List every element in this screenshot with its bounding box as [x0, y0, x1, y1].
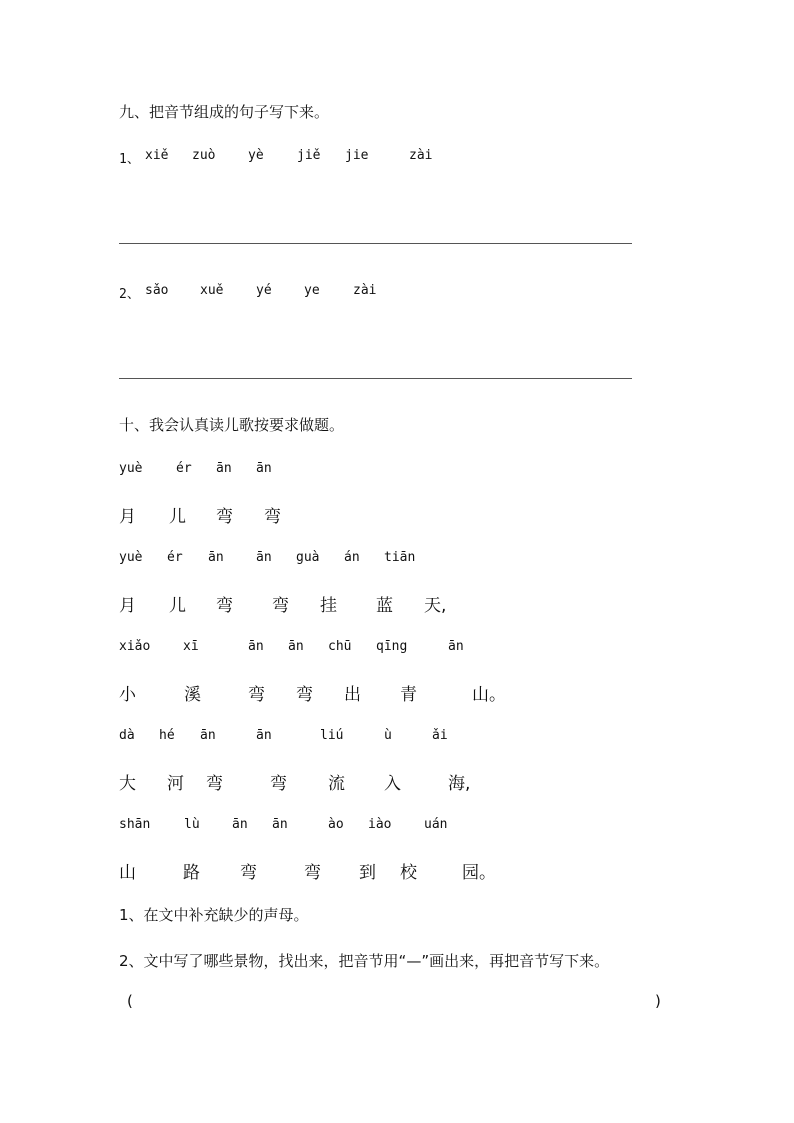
pinyin-syllable: ān: [248, 639, 264, 654]
q2-syllable: ye: [304, 283, 320, 298]
q1-syllable: zài: [409, 148, 433, 163]
pinyin-syllable: ān: [256, 550, 272, 565]
pinyin-syllable: ào: [328, 817, 344, 832]
q2-answer-line[interactable]: [119, 378, 632, 379]
hanzi-char: 挂: [320, 596, 337, 616]
pinyin-syllable: xiǎo: [119, 639, 151, 654]
close-paren: ): [655, 992, 661, 1010]
hanzi-char: 蓝: [376, 596, 393, 616]
pinyin-syllable: hé: [159, 728, 175, 743]
hanzi-char: 青: [400, 685, 417, 705]
hanzi-char: 弯: [216, 507, 233, 527]
hanzi-char: 园。: [462, 863, 496, 883]
pinyin-syllable: dà: [119, 728, 135, 743]
task-2: 2、文中写了哪些景物，找出来，把音节用“—”画出来，再把音节写下来。: [119, 952, 610, 970]
hanzi-char: 弯: [304, 863, 321, 883]
q1-syllable: xiě: [145, 148, 169, 163]
pinyin-syllable: yuè: [119, 550, 143, 565]
hanzi-char: 弯: [240, 863, 257, 883]
hanzi-char: 天,: [424, 596, 447, 616]
q1-syllable: jiě: [297, 148, 321, 163]
pinyin-syllable: ù: [384, 728, 392, 743]
pinyin-syllable: iào: [368, 817, 392, 832]
hanzi-char: 山: [119, 863, 136, 883]
section10-heading: 十、我会认真读儿歌按要求做题。: [119, 416, 345, 434]
hanzi-char: 校: [400, 863, 417, 883]
pinyin-syllable: án: [344, 550, 360, 565]
hanzi-char: 弯: [264, 507, 281, 527]
hanzi-char: 弯: [270, 774, 287, 794]
q2-syllable: yé: [256, 283, 272, 298]
pinyin-syllable: ān: [200, 728, 216, 743]
hanzi-char: 路: [183, 863, 200, 883]
hanzi-char: 月: [119, 507, 136, 527]
pinyin-syllable: ān: [216, 461, 232, 476]
hanzi-char: 弯: [206, 774, 223, 794]
pinyin-syllable: shān: [119, 817, 151, 832]
pinyin-syllable: ān: [448, 639, 464, 654]
q1-syllable: jie: [345, 148, 369, 163]
q2-syllable: xuě: [200, 283, 224, 298]
pinyin-syllable: ān: [288, 639, 304, 654]
pinyin-syllable: tiān: [384, 550, 416, 565]
hanzi-char: 儿: [169, 596, 186, 616]
pinyin-syllable: ér: [176, 461, 192, 476]
open-paren: (: [127, 992, 133, 1010]
pinyin-syllable: chū: [328, 639, 352, 654]
hanzi-char: 弯: [296, 685, 313, 705]
pinyin-syllable: uán: [424, 817, 448, 832]
pinyin-syllable: guà: [296, 550, 320, 565]
hanzi-char: 月: [119, 596, 136, 616]
pinyin-syllable: ān: [256, 461, 272, 476]
hanzi-char: 入: [384, 774, 401, 794]
hanzi-char: 儿: [169, 507, 186, 527]
pinyin-syllable: ǎi: [432, 728, 448, 743]
section9-heading: 九、把音节组成的句子写下来。: [119, 103, 330, 121]
pinyin-syllable: lù: [184, 817, 200, 832]
task-1: 1、在文中补充缺少的声母。: [119, 906, 309, 924]
q1-number: 1、: [119, 152, 140, 167]
pinyin-syllable: liú: [320, 728, 344, 743]
pinyin-syllable: xī: [183, 639, 199, 654]
hanzi-char: 河: [167, 774, 184, 794]
pinyin-syllable: yuè: [119, 461, 143, 476]
hanzi-char: 大: [119, 774, 136, 794]
q1-syllable: yè: [248, 148, 264, 163]
pinyin-syllable: ān: [208, 550, 224, 565]
hanzi-char: 海,: [448, 774, 471, 794]
hanzi-char: 小: [119, 685, 136, 705]
q2-number: 2、: [119, 287, 140, 302]
hanzi-char: 弯: [272, 596, 289, 616]
q2-syllable: zài: [353, 283, 377, 298]
pinyin-syllable: ān: [232, 817, 248, 832]
hanzi-char: 到: [359, 863, 376, 883]
hanzi-char: 弯: [216, 596, 233, 616]
q2-syllable: sǎo: [145, 283, 169, 298]
q1-syllable: zuò: [192, 148, 216, 163]
hanzi-char: 溪: [184, 685, 201, 705]
pinyin-syllable: ér: [167, 550, 183, 565]
hanzi-char: 山。: [472, 685, 506, 705]
hanzi-char: 流: [328, 774, 345, 794]
hanzi-char: 弯: [248, 685, 265, 705]
pinyin-syllable: ān: [256, 728, 272, 743]
hanzi-char: 出: [344, 685, 361, 705]
pinyin-syllable: ān: [272, 817, 288, 832]
q1-answer-line[interactable]: [119, 243, 632, 244]
pinyin-syllable: qīng: [376, 639, 408, 654]
